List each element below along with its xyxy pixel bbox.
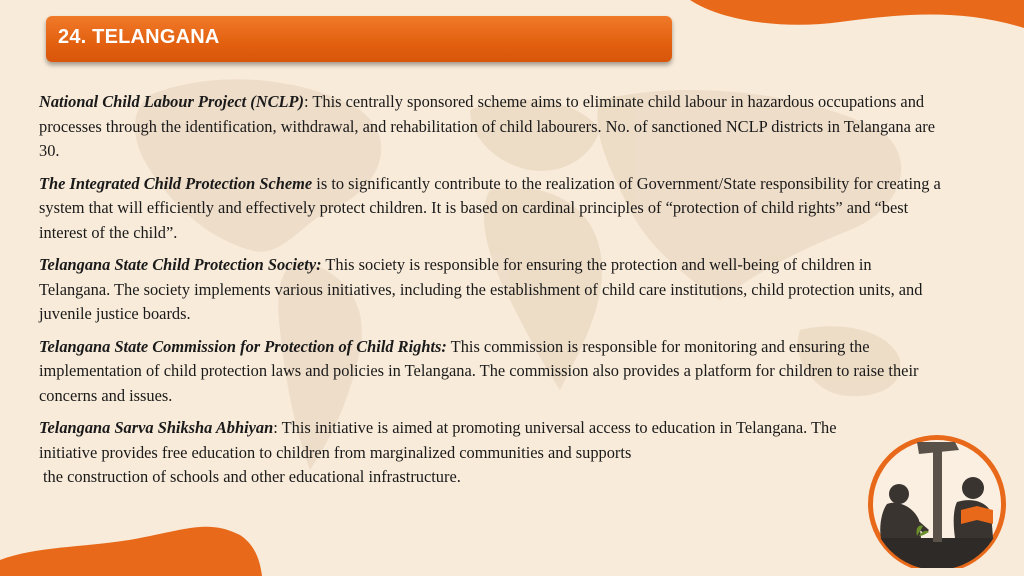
slide-title-bar: [46, 16, 672, 62]
paragraph-body: is to significantly contribute to the realization of Government/State responsibility for creating a system that will efficiently and effectively protect children. It is based on cardinal principles of “protection of child rights” and “best interest of the child”.: [39, 173, 941, 242]
paragraph-term: National Child Labour Project (NCLP): [39, 92, 304, 111]
paragraph-body: : This centrally sponsored scheme aims to eliminate child labour in hazardous occupations and processes through the identification, withdrawal, and rehabilitation of child labourers. No. of sanctioned NCLP districts in Telangana are 30.: [39, 92, 935, 160]
paragraph-term: The Integrated Child Protection Scheme: [39, 173, 313, 193]
paragraph-sarva-shiksha-abhiyan: [39, 416, 869, 490]
top-right-swoosh: [690, 0, 1024, 28]
paragraph-body: This society is responsible for ensuring the protection and well-being of children in Telangana. The society implements various initiatives, including the establishment of child care institutions, child protection units, and juvenile justice boards.: [39, 255, 923, 323]
slide-body: [39, 90, 944, 498]
paragraph-continuation: the construction of schools and other educational infrastructure.: [43, 467, 461, 486]
paragraph-term: Telangana Sarva Shiksha Abhiyan: [39, 418, 274, 437]
paragraph-child-rights-commission: [39, 335, 944, 409]
paragraph-body: : This initiative is aimed at promoting universal access to education in Telangana. The initiative provides free education to children from marginalized communities and supports: [39, 418, 837, 462]
paragraph-icps: [39, 172, 944, 246]
paragraph-body: This commission is responsible for monitoring and ensuring the implementation of child protection laws and policies in Telangana. The commission also provides a platform for children to raise their concerns and issues.: [39, 336, 919, 405]
bottom-left-swoosh: [0, 527, 262, 576]
paragraph-child-protection-society: [39, 253, 944, 327]
slide-title: 24. TELANGANA: [58, 26, 220, 48]
paragraph-nclp: [39, 90, 944, 164]
child-labour-education-illustration: [857, 432, 1017, 568]
paragraph-term: Telangana State Commission for Protection of Child Rights:: [39, 336, 447, 356]
paragraph-term: Telangana State Child Protection Society:: [39, 255, 322, 274]
